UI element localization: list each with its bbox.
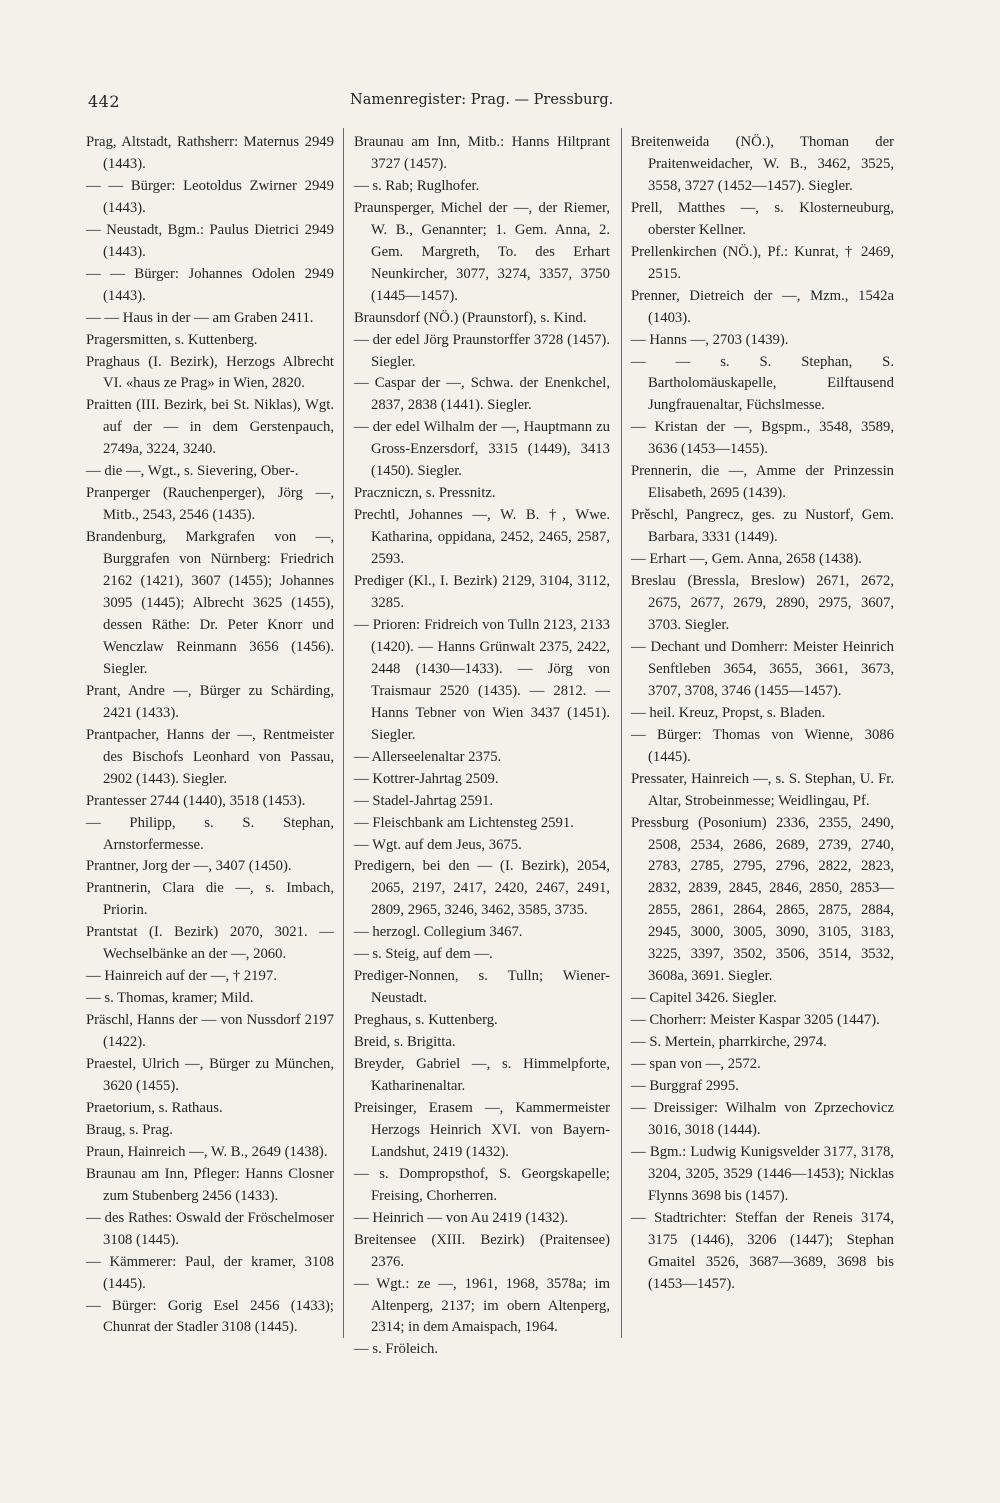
index-entry: Prant, Andre —, Bürger zu Schärding, 2421 (1433).: [86, 682, 334, 721]
index-entry: — herzogl. Collegium 3467.: [354, 924, 523, 941]
index-entry: — Capitel 3426. Siegler.: [631, 990, 777, 1007]
index-entry: — Kristan der —, Bgspm., 3548, 3589, 3636 (1453—1455).: [631, 419, 894, 458]
index-entry: Pragersmitten, s. Kuttenberg.: [86, 331, 258, 348]
index-entry: — Hanns —, 2703 (1439).: [631, 331, 789, 348]
index-entry: — — s. S. Stephan, S. Bartholomäuskapelle, Eilftausend Jungfrauenaltar, Füchslmesse.: [631, 353, 894, 414]
index-entry: — Fleischbank am Lichtensteg 2591.: [354, 814, 574, 831]
index-entry: Breid, s. Brigitta.: [354, 1034, 456, 1051]
index-entry: Praestel, Ulrich —, Bürger zu München, 3620 (1455).: [86, 1056, 334, 1094]
index-entry: Praghaus (I. Bezirk), Herzogs Albrecht VI. «haus ze Prag» in Wien, 2820.: [86, 353, 334, 392]
index-entry: Brandenburg, Markgrafen von —, Burggrafen von Nürnberg: Friedrich 2162 (1421), 3607 (1455); Johannes 3095 (1445); Albrecht 3625 (1455), dessen Räthe: Dr. Peter Knorr und Wenczlaw Reinmann 3656 (1456). Siegler.: [86, 529, 334, 677]
index-entry: — s. Dompropsthof, S. Georgskapelle; Freising, Chorherren.: [354, 1165, 610, 1204]
index-entry: Breitenweida (NÖ.), Thoman der Praitenweidacher, W. B., 3462, 3525, 3558, 3727 (1452—1457). Siegler.: [631, 134, 894, 194]
index-entry: Praun, Hainreich —, W. B., 2649 (1438).: [86, 1143, 328, 1160]
index-entry: Prantner, Jorg der —, 3407 (1450).: [86, 858, 292, 875]
index-entry: Prantesser 2744 (1440), 3518 (1453).: [86, 792, 306, 809]
index-entry: — s. Thomas, kramer; Mild.: [86, 990, 254, 1007]
index-entry: Braunau am Inn, Mitb.: Hanns Hiltprant 3727 (1457).: [354, 134, 610, 172]
index-entry: — Dechant und Domherr: Meister Heinrich Senftleben 3654, 3655, 3661, 3673, 3707, 3708, 3746 (1455—1457).: [631, 638, 894, 699]
index-entry: — Kottrer-Jahrtag 2509.: [354, 770, 499, 787]
index-entry: Prantstat (I. Bezirk) 2070, 3021. — Wechselbänke an der —, 2060.: [86, 924, 334, 963]
index-entry: — — Haus in der — am Graben 2411.: [86, 309, 314, 326]
index-entry: Pressater, Hainreich —, s. S. Stephan, U. Fr. Altar, Strobeinmesse; Weidlingau, Pf.: [631, 770, 894, 809]
index-entry: — Bürger: Gorig Esel 2456 (1433); Chunrat der Stadler 3108 (1445).: [86, 1297, 334, 1336]
index-entry: — span von —, 2572.: [631, 1056, 761, 1073]
index-entry: Praczniczn, s. Pressnitz.: [354, 485, 496, 502]
index-column-3: [631, 132, 894, 1296]
index-entry: Prediger-Nonnen, s. Tulln; Wiener-Neustadt.: [354, 968, 610, 1007]
index-entry: Prantnerin, Clara die —, s. Imbach, Priorin.: [86, 880, 334, 919]
index-entry: — s. Steig, auf dem —.: [354, 946, 493, 963]
index-entry: Braunsdorf (NÖ.) (Praunstorf), s. Kind.: [354, 309, 587, 326]
index-entry: — Dreissiger: Wilhalm von Zprzechovicz 3016, 3018 (1444).: [631, 1099, 894, 1138]
index-entry: — Kämmerer: Paul, der kramer, 3108 (1445).: [86, 1253, 334, 1292]
index-entry: — — Bürger: Johannes Odolen 2949 (1443).: [86, 265, 334, 304]
index-entry: — Hainreich auf der —, † 2197.: [86, 968, 277, 985]
index-entry: — heil. Kreuz, Propst, s. Bladen.: [631, 704, 826, 721]
running-title: Namenregister: Prag. — Pressburg.: [350, 92, 614, 108]
index-entry: Prennerin, die —, Amme der Prinzessin Elisabeth, 2695 (1439).: [631, 463, 894, 502]
index-entry: Praunsperger, Michel der —, der Riemer, W. B., Genannter; 1. Gem. Anna, 2. Gem. Margreth, To. des Erhart Neunkircher, 3077, 3274, 3357, 3750 (1445—1457).: [354, 199, 610, 304]
index-entry: Prantpacher, Hanns der —, Rentmeister des Bischofs Leonhard von Passau, 2902 (1443). Siegler.: [86, 726, 334, 787]
index-entry: — Allerseelenaltar 2375.: [354, 748, 502, 765]
index-entry: — S. Mertein, pharrkirche, 2974.: [631, 1034, 827, 1051]
index-entry: — s. Rab; Ruglhofer.: [354, 177, 480, 194]
index-entry: Prell, Matthes —, s. Klosterneuburg, oberster Kellner.: [631, 199, 894, 238]
index-entry: — Caspar der —, Schwa. der Enenkchel, 2837, 2838 (1441). Siegler.: [354, 375, 610, 414]
page-header: [0, 92, 1000, 114]
index-entry: — Heinrich — von Au 2419 (1432).: [354, 1209, 569, 1226]
page-number: 442: [88, 92, 121, 111]
index-entry: Breitensee (XIII. Bezirk) (Praitensee) 2376.: [354, 1231, 610, 1270]
index-entry: — Neustadt, Bgm.: Paulus Dietrici 2949 (1443).: [86, 221, 334, 260]
index-entry: — Burggraf 2995.: [631, 1077, 739, 1094]
index-entry: — die —, Wgt., s. Sievering, Ober-.: [86, 463, 299, 480]
index-entry: — Bürger: Thomas von Wienne, 3086 (1445).: [631, 726, 894, 765]
index-entry: Braunau am Inn, Pfleger: Hanns Closner zum Stubenberg 2456 (1433).: [86, 1165, 334, 1204]
column-divider: [621, 128, 622, 1338]
index-entry: Prellenkirchen (NÖ.), Pf.: Kunrat, † 2469, 2515.: [631, 243, 894, 282]
index-entry: — Chorherr: Meister Kaspar 3205 (1447).: [631, 1012, 880, 1029]
index-entry: Prenner, Dietreich der —, Mzm., 1542a (1403).: [631, 287, 894, 326]
index-entry: Präschl, Hanns der — von Nussdorf 2197 (1422).: [86, 1012, 334, 1051]
index-entry: Prěschl, Pangrecz, ges. zu Nustorf, Gem. Barbara, 3331 (1449).: [631, 507, 894, 546]
index-column-1: [86, 132, 334, 1339]
index-entry: Praitten (III. Bezirk, bei St. Niklas), Wgt. auf der — in dem Gerstenpauch, 2749a, 3224, 3240.: [86, 397, 334, 458]
index-entry: Pressburg (Posonium) 2336, 2355, 2490, 2508, 2534, 2686, 2689, 2739, 2740, 2783, 2785, 2795, 2796, 2822, 2823, 2832, 2839, 2845, 2846, 2850, 2853—2855, 2861, 2864, 2865, 2875, 2884, 2945, 3000, 3005, 3090, 3105, 3183, 3225, 3397, 3502, 3506, 3514, 3532, 3608a, 3691. Siegler.: [631, 814, 894, 985]
index-entry: — des Rathes: Oswald der Fröschelmoser 3108 (1445).: [86, 1209, 334, 1248]
column-divider: [343, 128, 344, 1338]
index-entry: Prag, Altstadt, Rathsherr: Maternus 2949 (1443).: [86, 134, 334, 172]
index-entry: — Stadel-Jahrtag 2591.: [354, 792, 494, 809]
index-entry: — s. Fröleich.: [354, 1341, 439, 1358]
index-entry: — — Bürger: Leotoldus Zwirner 2949 (1443).: [86, 177, 334, 216]
index-entry: Preghaus, s. Kuttenberg.: [354, 1012, 498, 1029]
index-entry: — Bgm.: Ludwig Kunigsvelder 3177, 3178, 3204, 3205, 3529 (1446—1453); Nicklas Flynns 3698 bis (1457).: [631, 1143, 894, 1204]
index-entry: — der edel Jörg Praunstorffer 3728 (1457). Siegler.: [354, 331, 610, 370]
index-entry: — der edel Wilhalm der —, Hauptmann zu Gross-Enzersdorf, 3315 (1449), 3413 (1450). Siegler.: [354, 419, 610, 480]
index-entry: — Prioren: Fridreich von Tulln 2123, 2133 (1420). — Hanns Grünwalt 2375, 2422, 2448 (1430—1433). — Jörg von Traismaur 2520 (1435). — 2812. — Hanns Tebner von Wien 3437 (1451). Siegler.: [354, 616, 610, 743]
index-entry: Breslau (Bressla, Breslow) 2671, 2672, 2675, 2677, 2679, 2890, 2975, 3607, 3703. Siegler.: [631, 573, 894, 633]
index-entry: Preisinger, Erasem —, Kammermeister Herzogs Heinrich XVI. von Bayern-Landshut, 2419 (1432).: [354, 1099, 610, 1160]
index-entry: — Wgt. auf dem Jeus, 3675.: [354, 836, 522, 853]
index-column-2: [354, 132, 610, 1361]
index-entry: — Stadtrichter: Steffan der Reneis 3174, 3175 (1446), 3206 (1447); Stephan Gmaitel 3526, 3687—3689, 3698 bis (1453—1457).: [631, 1209, 894, 1292]
index-entry: Pranperger (Rauchenperger), Jörg —, Mitb., 2543, 2546 (1435).: [86, 485, 334, 524]
index-entry: — Wgt.: ze —, 1961, 1968, 3578a; im Altenperg, 2137; im obern Altenperg, 2314; in dem Amaispach, 1964.: [354, 1275, 610, 1336]
index-entry: Breyder, Gabriel —, s. Himmelpforte, Katharinenaltar.: [354, 1056, 610, 1094]
index-entry: Prediger (Kl., I. Bezirk) 2129, 3104, 3112, 3285.: [354, 573, 610, 612]
index-entry: — Erhart —, Gem. Anna, 2658 (1438).: [631, 551, 862, 568]
index-entry: Predigern, bei den — (I. Bezirk), 2054, 2065, 2197, 2417, 2420, 2467, 2491, 2809, 2965, 3246, 3462, 3585, 3735.: [354, 858, 610, 919]
index-entry: Prechtl, Johannes —, W. B. †, Wwe. Katharina, oppidana, 2452, 2465, 2587, 2593.: [354, 507, 610, 568]
index-entry: Braug, s. Prag.: [86, 1121, 173, 1138]
index-entry: — Philipp, s. S. Stephan, Arnstorfermesse.: [86, 814, 334, 853]
index-entry: Praetorium, s. Rathaus.: [86, 1099, 223, 1116]
